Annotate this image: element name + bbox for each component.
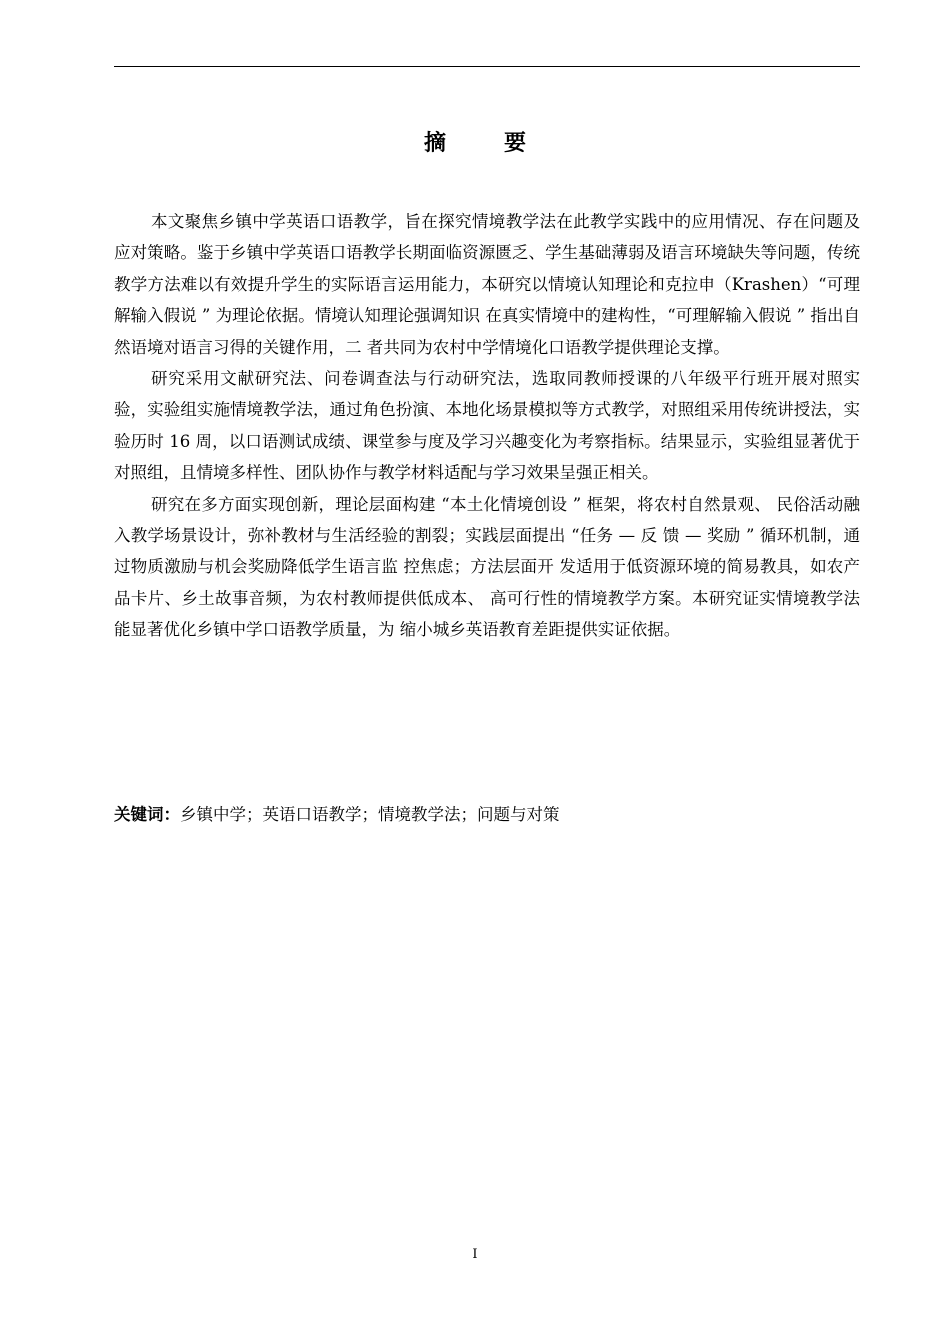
abstract-paragraph-3: 研究在多方面实现创新，理论层面构建 “本土化情境创设 ” 框架，将农村自然景观、 民俗活动融入教学场景设计，弥补教材与生活经验的割裂；实践层面提出 “任务 — 反 馈 — 奖励 ” 循环机制，通过物质激励与机会奖励降低学生语言监 控焦虑；方法层面开 发适用于低资源环境的简易教具，如农产品卡片、乡土故事音频，为农村教师提供低成本、 高可行性的情境教学方案。本研究证实情境教学法能显著优化乡镇中学口语教学质量，为 缩小城乡英语教育差距提供实证依据。	[114, 494, 860, 640]
page-title: 摘 要	[423, 131, 544, 156]
keywords-label: 关键词：	[114, 805, 180, 824]
abstract-paragraph-1: 本文聚焦乡镇中学英语口语教学，旨在探究情境教学法在此教学实践中的应用情况、存在问题及应对策略。鉴于乡镇中学英语口语教学长期面临资源匮乏、学生基础薄弱及语言环境缺失等问题，传统教学方法难以有效提升学生的实际语言运用能力，本研究以情境认知理论和克拉申（Krashen）“可理解输入假说 ” 为理论依据。情境认知理论强调知识 在真实情境中的建构性，“可理解输入假说 ” 指出自然语境对语言习得的关键作用，二 者共同为农村中学情境化口语教学提供理论支撑。	[114, 212, 860, 357]
abstract-paragraph-2: 研究采用文献研究法、问卷调查法与行动研究法，选取同教师授课的八年级平行班开展对照实验，实验组实施情境教学法，通过角色扮演、本地化场景模拟等方式教学，对照组采用传统讲授法，实验历时 16 周，以口语测试成绩、课堂参与度及学习兴趣变化为考察指标。结果显示，实验组显著优于对照组，且情境多样性、团队协作与教学材料适配与学习效果呈强正相关。	[114, 369, 860, 483]
header-rule	[114, 66, 860, 67]
abstract-body	[114, 206, 860, 646]
keywords-text: 乡镇中学；英语口语教学；情境教学法；问题与对策	[180, 805, 560, 824]
keywords-line	[114, 801, 860, 829]
page-number: I	[472, 1247, 478, 1262]
